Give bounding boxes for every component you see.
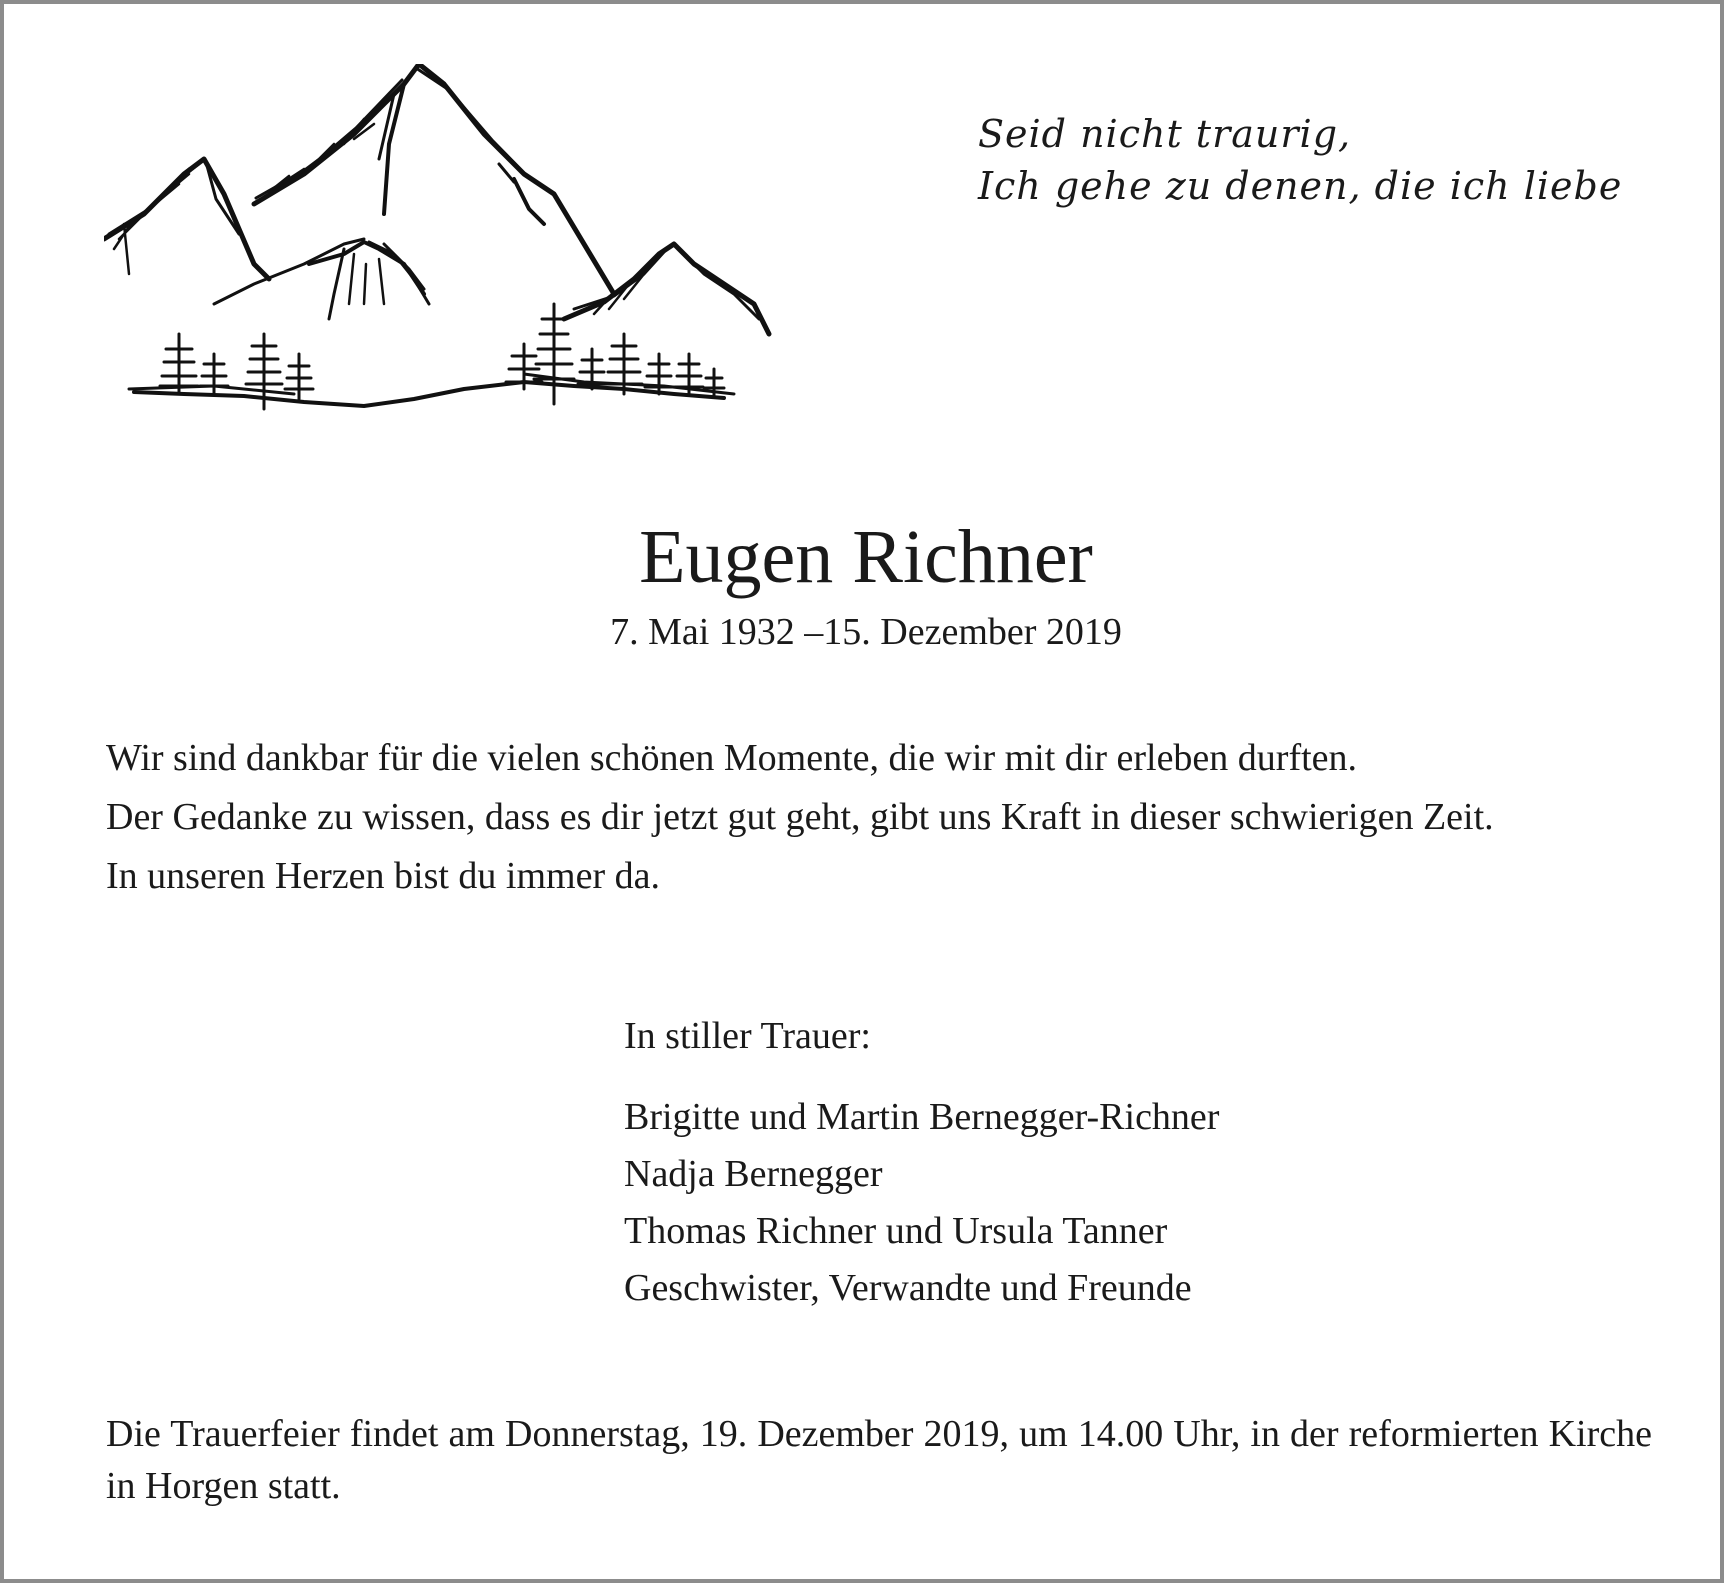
message-paragraph: In unseren Herzen bist du immer da. <box>106 855 660 897</box>
message-paragraph: Wir sind dankbar für die vielen schönen Momente, die wir mit dir erleben durften. <box>106 737 1358 779</box>
mourners-list <box>624 1089 1219 1317</box>
mourner-name: Geschwister, Verwandte und Freunde <box>624 1267 1192 1309</box>
mourner-name: Thomas Richner und Ursula Tanner <box>624 1210 1168 1252</box>
life-dates: 7. Mai 1932 –15. Dezember 2019 <box>610 611 1122 653</box>
message-paragraph: Der Gedanke zu wissen, dass es dir jetzt gut geht, gibt uns Kraft in dieser schwierigen Zeit. <box>106 796 1494 838</box>
mourners-heading: In stiller Trauer: <box>624 1015 871 1057</box>
mourners <box>624 1008 1219 1317</box>
quote <box>978 108 1622 212</box>
mourner-name: Nadja Bernegger <box>624 1153 883 1195</box>
service-info: Die Trauerfeier findet am Donnerstag, 19. Dezember 2019, um 14.00 Uhr, in der reformierten Kirche in Horgen statt. <box>106 1413 1652 1507</box>
deceased-name: Eugen Richner <box>639 515 1093 599</box>
mourner-name: Brigitte und Martin Bernegger-Richner <box>624 1096 1220 1138</box>
quote-line: Ich gehe zu denen, die ich liebe <box>978 164 1623 208</box>
quote-line: Seid nicht traurig, <box>978 112 1352 156</box>
mountain-sketch-icon <box>104 64 864 464</box>
message <box>106 732 1654 909</box>
